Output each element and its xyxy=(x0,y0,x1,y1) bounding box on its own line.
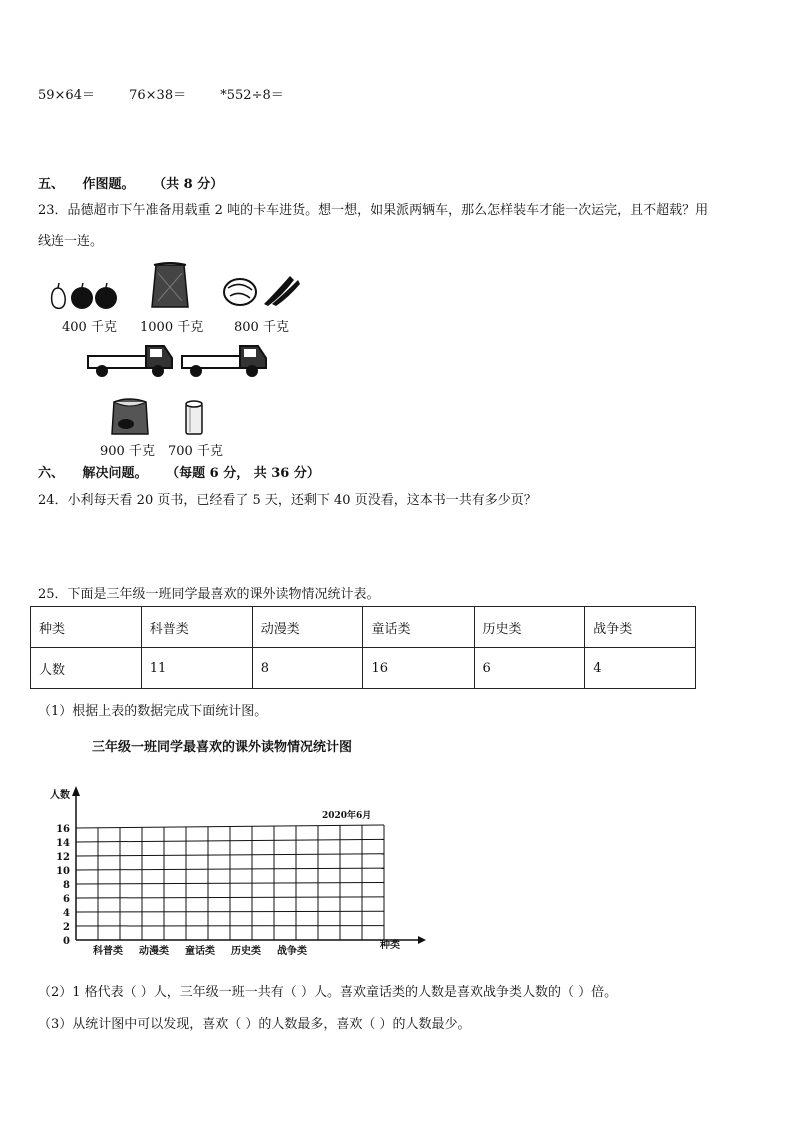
calculation-row xyxy=(38,84,314,103)
can-icon xyxy=(184,400,204,436)
table-row-values xyxy=(31,648,696,689)
y-tick-label: 12 xyxy=(56,852,70,863)
y-tick-label: 2 xyxy=(63,922,70,933)
table-cell: 动漫类 xyxy=(252,607,363,648)
bar-chart-grid xyxy=(40,780,440,970)
calc-item-3: *552÷8＝ xyxy=(220,88,284,103)
y-tick-label: 4 xyxy=(63,908,70,919)
table-row-header xyxy=(31,607,696,648)
table-cell: 童话类 xyxy=(363,607,474,648)
goods-weight-4: 900 千克 xyxy=(100,444,155,459)
reading-stats-table xyxy=(30,606,696,689)
calc-item-2: 76×38＝ xyxy=(129,88,187,103)
y-axis-arrow xyxy=(72,786,80,796)
question-23-line-1: 23．品德超市下午准备用载重 2 吨的卡车进货。想一想，如果派两辆车，那么怎样装车才能一次运完，且不超载？用 xyxy=(38,203,709,218)
vegetables-icon xyxy=(220,270,304,308)
table-cell: 人数 xyxy=(31,648,142,689)
section-5-score: （共 8 分） xyxy=(153,177,224,192)
y-tick-label: 16 xyxy=(56,824,70,835)
section-6-score: （每题 6 分， 共 36 分） xyxy=(166,466,320,481)
section-6-name: 解决问题。 xyxy=(82,466,148,481)
section-6-heading xyxy=(38,462,320,481)
question-24: 24．小利每天看 20 页书，已经看了 5 天，还剩下 40 页没看，这本书一共有多少页？ xyxy=(38,493,537,508)
category-label: 战争类 xyxy=(277,946,307,957)
table-cell: 战争类 xyxy=(585,607,696,648)
calc-item-1: 59×64＝ xyxy=(38,88,95,103)
y-tick-label: 6 xyxy=(63,894,70,905)
table-cell: 历史类 xyxy=(474,607,585,648)
truck-icon-1 xyxy=(86,340,176,380)
chart-date: 2020年6月 xyxy=(322,811,372,821)
table-cell: 16 xyxy=(363,648,474,689)
sack-icon xyxy=(108,396,152,436)
question-25-part-1: （1）根据上表的数据完成下面统计图。 xyxy=(38,704,268,719)
table-cell: 11 xyxy=(141,648,252,689)
y-tick-label: 0 xyxy=(63,936,70,947)
goods-weight-5: 700 千克 xyxy=(168,444,223,459)
question-25-intro: 25．下面是三年级一班同学最喜欢的课外读物情况统计表。 xyxy=(38,587,380,602)
y-tick-label: 14 xyxy=(56,838,70,849)
question-23-line-2: 线连一连。 xyxy=(38,234,104,249)
y-axis-label: 人数 xyxy=(50,790,70,801)
fruit-icon xyxy=(46,280,120,312)
goods-weight-3: 800 千克 xyxy=(234,320,289,335)
y-tick-label: 10 xyxy=(56,866,70,877)
y-tick-label: 8 xyxy=(63,880,70,891)
category-label: 动漫类 xyxy=(139,946,169,957)
table-cell: 科普类 xyxy=(141,607,252,648)
table-cell: 8 xyxy=(252,648,363,689)
question-25-part-2: （2）1 格代表（ ）人，三年级一班一共有（ ）人。喜欢童话类的人数是喜欢战争类人数的（ ）倍。 xyxy=(38,985,618,1000)
table-cell: 4 xyxy=(585,648,696,689)
section-5-name: 作图题。 xyxy=(82,177,135,192)
goods-weight-1: 400 千克 xyxy=(62,320,117,335)
category-label: 科普类 xyxy=(93,946,123,957)
x-axis-label: 种类 xyxy=(380,940,400,951)
question-25-part-3: （3）从统计图中可以发现，喜欢（ ）的人数最多，喜欢（ ）的人数最少。 xyxy=(38,1017,471,1032)
chart-title: 三年级一班同学最喜欢的课外读物情况统计图 xyxy=(92,740,353,755)
category-label: 历史类 xyxy=(231,946,261,957)
x-axis-arrow xyxy=(418,936,426,944)
goods-weight-2: 1000 千克 xyxy=(140,320,204,335)
table-cell: 6 xyxy=(474,648,585,689)
table-cell: 种类 xyxy=(31,607,142,648)
section-5-number: 五、 xyxy=(38,177,65,192)
category-label: 童话类 xyxy=(185,946,215,957)
truck-icon-2 xyxy=(180,340,270,380)
section-6-number: 六、 xyxy=(38,466,65,481)
section-5-heading xyxy=(38,173,223,192)
flour-sack-icon xyxy=(148,261,192,309)
